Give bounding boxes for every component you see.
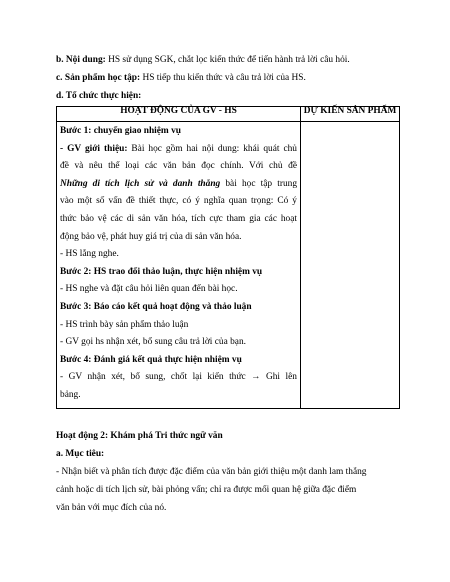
activity-table xyxy=(56,106,400,409)
table-body-row xyxy=(57,122,400,409)
objective-line-2: cảnh hoặc di tích lịch sử, bài phỏng vấn; chỉ ra được mối quan hệ giữa đặc điểm xyxy=(56,485,357,495)
table-header-row xyxy=(57,107,400,122)
expected-product-cell xyxy=(301,122,400,409)
organize-label: d. Tổ chức thực hiện: xyxy=(56,91,142,101)
step3-title: Bước 3: Báo cáo kết quả hoạt động và thảo luận xyxy=(60,301,252,312)
objective-line-3: văn bản với mục đích của nó. xyxy=(56,503,167,513)
step1-intro-label: - GV giới thiệu: xyxy=(60,143,128,154)
step2-title: Bước 2: HS trao đổi thảo luận, thực hiện nhiệm vụ xyxy=(60,266,263,277)
activity2-title: Hoạt động 2: Khám phá Tri thức ngữ văn xyxy=(56,431,223,441)
header-expected-product: DỰ KIẾN SẢN PHẨM xyxy=(301,107,400,122)
list-item: - GV nhận xét, bổ sung, chốt lại kiến thức → Ghi lên xyxy=(60,372,297,383)
list-item: - HS lắng nghe. xyxy=(60,249,119,260)
content-line xyxy=(56,56,350,65)
list-item: - HS trình bày sản phẩm thảo luận xyxy=(60,319,189,330)
list-item: - GV gọi hs nhận xét, bổ sung câu trả lời của bạn. xyxy=(60,337,246,348)
content-label: b. Nội dung: xyxy=(56,55,106,65)
content-text: HS sử dụng SGK, chắt lọc kiến thức để tiến hành trả lời câu hỏi. xyxy=(105,55,350,65)
product-line xyxy=(56,74,306,83)
header-teacher-student: HOẠT ĐỘNG CỦA GV - HS xyxy=(57,107,301,122)
list-item: - HS nghe và đặt câu hỏi liên quan đến bài học. xyxy=(60,284,238,295)
activity-cell: Bước 1: chuyển giao nhiệm vụ - GV giới thiệu: Bài học gồm hai nội dung: khái quát chủ đề và nêu thể loại các văn bản đọc chính. Với chủ đề Những di tích lịch sử và danh thắng bài học tập trung vào một số vấn đề thiết thực, có ý nghĩa quan trọng: Có ý thức bảo vệ các di sản văn hóa, tích cực tham gia các hoạt động bảo vệ, phát huy giá trị của di sản văn hóa. - HS lắng nghe. Bước 2: HS trao đổi thảo luận, thực hiện nhiệm vụ - HS nghe và đặt câu hỏi liên quan đến bài học. Bước 3: Báo cáo kết quả hoạt động và thảo luận - HS trình bày sản phẩm thảo luận - GV gọi hs nhận xét, bổ sung câu trả lời của bạn. Bước 4: Đánh giá kết quả thực hiện nhiệm vụ - GV nhận xét, bổ sung, chốt lại kiến thức → Ghi lên bảng. xyxy=(57,122,301,409)
objective-line-1: - Nhận biết và phân tích được đặc điểm của văn bản giới thiệu một danh lam thắng xyxy=(56,467,367,477)
organize-heading xyxy=(56,92,141,101)
product-label: c. Sản phẩm học tập: xyxy=(56,73,141,83)
objective-heading: a. Mục tiêu: xyxy=(56,449,105,459)
step1-title: Bước 1: chuyển giao nhiệm vụ xyxy=(60,126,181,136)
theme-title: Những di tích lịch sử và danh thắng xyxy=(60,178,221,189)
step4-title: Bước 4: Đánh giá kết quả thực hiện nhiệm vụ xyxy=(60,354,242,365)
product-text: HS tiếp thu kiến thức và câu trả lời của HS. xyxy=(140,73,306,83)
